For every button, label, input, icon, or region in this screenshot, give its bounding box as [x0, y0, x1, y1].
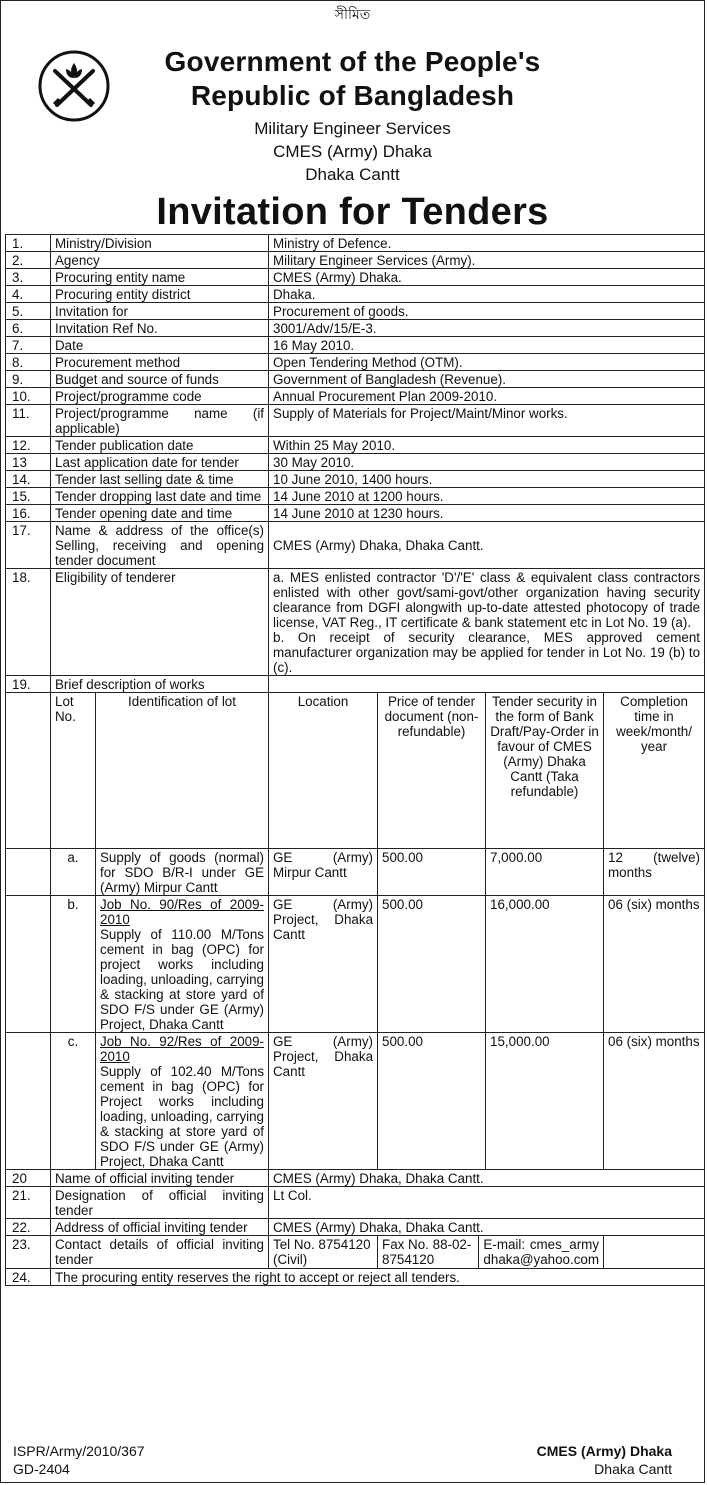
col-header-lot: Lot No.: [51, 693, 96, 849]
row-number: 1.: [6, 235, 51, 252]
row-label: Tender publication date: [51, 437, 269, 454]
footer-left: [13, 1442, 145, 1478]
office-line2: CMES (Army) Dhaka: [273, 142, 432, 161]
row-value: Supply of Materials for Project/Maint/Minor works.: [269, 405, 705, 437]
row-number: 12.: [6, 437, 51, 454]
lot-location: GE (Army) Project, Dhaka Cantt: [269, 896, 378, 1033]
gd-ref: GD-2404: [13, 1461, 70, 1477]
row-number: 21.: [6, 1187, 51, 1219]
contact-row: [6, 1236, 705, 1269]
table-row: [6, 320, 705, 337]
table-row: [6, 505, 705, 522]
row-value: CMES (Army) Dhaka, Dhaka Cantt.: [269, 1219, 705, 1236]
row-value: 14 June 2010 at 1200 hours.: [269, 488, 705, 505]
lot-description: Supply of 102.40 M/Tons cement in bag (OPC) for Project works including loading, unloading, carrying & stacking at store yard of SDO F/S under GE (Army) Project, Dhaka Cantt: [100, 1064, 265, 1169]
lot-price: 500.00: [378, 1033, 486, 1170]
row-label: Name of official inviting tender: [51, 1170, 269, 1187]
contact-email-label: E-mail:: [483, 1237, 526, 1252]
row-value: 10 June 2010, 1400 hours.: [269, 471, 705, 488]
contact-fax: Fax No. 88-02-8754120: [378, 1236, 479, 1268]
lot-row: [6, 849, 705, 896]
works-header-row: [6, 693, 705, 849]
row-number: 7.: [6, 337, 51, 354]
row-number: 24.: [6, 1269, 51, 1286]
table-row: [6, 1219, 705, 1236]
table-row: [6, 388, 705, 405]
row-number: 16.: [6, 505, 51, 522]
row-label: Brief description of works: [51, 676, 269, 693]
table-row: [6, 337, 705, 354]
row-label: Procurement method: [51, 354, 269, 371]
row-value: Military Engineer Services (Army).: [269, 252, 705, 269]
table-row: [6, 1269, 705, 1286]
table-row: [6, 303, 705, 320]
lot-security: 16,000.00: [486, 896, 604, 1033]
bengali-restricted-label: সীমিত: [334, 7, 371, 23]
row-value: CMES (Army) Dhaka.: [269, 269, 705, 286]
table-row: [6, 252, 705, 269]
row-label: Eligibility of tenderer: [51, 569, 269, 676]
row-number: 14.: [6, 471, 51, 488]
ispr-ref: ISPR/Army/2010/367: [13, 1443, 145, 1459]
lot-identification: [96, 1033, 269, 1170]
lot-description: Supply of 110.00 M/Tons cement in bag (OPC) for project works including loading, unloading, carrying & stacking at store yard of SDO F/S under GE (Army) Project, Dhaka Cantt: [100, 927, 265, 1032]
office-line3: Dhaka Cantt: [305, 165, 400, 184]
row-label: Tender dropping last date and time: [51, 488, 269, 505]
row-label: Project/programme code: [51, 388, 269, 405]
row-number: 6.: [6, 320, 51, 337]
row-label: Budget and source of funds: [51, 371, 269, 388]
notice-title: Invitation for Tenders: [156, 191, 549, 233]
table-row: [6, 405, 705, 437]
signatory-location: Dhaka Cantt: [594, 1461, 672, 1477]
lot-location: GE (Army) Project, Dhaka Cantt: [269, 1033, 378, 1170]
row-number: 4.: [6, 286, 51, 303]
lot-identification: [96, 849, 269, 896]
table-row: [6, 569, 705, 676]
col-header-identification: Identification of lot: [96, 693, 269, 849]
table-row: [6, 354, 705, 371]
lot-completion: 12 (twelve) months: [604, 849, 705, 896]
row-value: 3001/Adv/15/E-3.: [269, 320, 705, 337]
row-value: Annual Procurement Plan 2009-2010.: [269, 388, 705, 405]
gov-title-line2: Republic of Bangladesh: [190, 80, 515, 111]
eligibility-clause-a: a. MES enlisted contractor 'D'/'E' class & equivalent class contractors enlisted with other govt/sami-govt/other organization having security clearance from DGFI alongwith up-to-date attested photocopy of trade license, VAT Reg., IT certificate & bank statement etc in Lot No. 19 (a).: [273, 570, 701, 630]
row-label: Agency: [51, 252, 269, 269]
table-row: [6, 437, 705, 454]
row-number: 15.: [6, 488, 51, 505]
row-value: Within 25 May 2010.: [269, 437, 705, 454]
row-value: Lt Col.: [269, 1187, 705, 1219]
row-number: 13: [6, 454, 51, 471]
row-label: Procuring entity district: [51, 286, 269, 303]
table-row: [6, 454, 705, 471]
lot-security: 7,000.00: [486, 849, 604, 896]
eligibility-clause-b: b. On receipt of security clearance, MES approved cement manufacturer organization may be applied for tender in Lot No. 19 (b) to (c).: [273, 630, 701, 675]
contact-email-user: cmes_army: [529, 1237, 600, 1252]
reservation-statement: The procuring entity reserves the right to accept or reject all tenders.: [51, 1269, 705, 1286]
row-value: 14 June 2010 at 1230 hours.: [269, 505, 705, 522]
row-label: Designation of official inviting tender: [51, 1187, 269, 1219]
row-label: Address of official inviting tender: [51, 1219, 269, 1236]
row-number: 10.: [6, 388, 51, 405]
table-row: [6, 235, 705, 252]
table-row: [6, 1170, 705, 1187]
table-row: [6, 522, 705, 569]
col-header-completion: Completion time in week/month/ year: [604, 693, 705, 849]
row-number: 23.: [6, 1236, 51, 1269]
row-label: Tender last selling date & time: [51, 471, 269, 488]
lot-description: Supply of goods (normal) for SDO B/R-I under GE (Army) Mirpur Cantt: [100, 850, 265, 895]
row-value: 16 May 2010.: [269, 337, 705, 354]
lot-job-number: Job No. 92/Res of 2009-2010: [100, 1034, 265, 1064]
row-value: Open Tendering Method (OTM).: [269, 354, 705, 371]
office-line1: Military Engineer Services: [254, 119, 451, 138]
row-label: Name & address of the office(s) Selling, receiving and opening tender document: [51, 522, 269, 569]
row-number: 2.: [6, 252, 51, 269]
table-row: [6, 1187, 705, 1219]
row-number: 19.: [6, 676, 51, 693]
row-label: Invitation for: [51, 303, 269, 320]
lot-location: GE (Army) Mirpur Cantt: [269, 849, 378, 896]
row-number: 17.: [6, 522, 51, 569]
lot-completion: 06 (six) months: [604, 1033, 705, 1170]
gov-title-line1: Government of the People's: [164, 46, 541, 77]
row-label: Tender opening date and time: [51, 505, 269, 522]
lot-number: c.: [51, 1033, 96, 1170]
row-value: 30 May 2010.: [269, 454, 705, 471]
lot-price: 500.00: [378, 849, 486, 896]
col-header-location: Location: [269, 693, 378, 849]
row-label: Invitation Ref No.: [51, 320, 269, 337]
row-number: 8.: [6, 354, 51, 371]
lot-identification: [96, 896, 269, 1033]
lot-number: b.: [51, 896, 96, 1033]
table-row: [6, 286, 705, 303]
lot-row: [6, 1033, 705, 1170]
row-label: Procuring entity name: [51, 269, 269, 286]
row-value: [269, 569, 705, 676]
row-value: Government of Bangladesh (Revenue).: [269, 371, 705, 388]
row-number: 18.: [6, 569, 51, 676]
contact-tel: Tel No. 8754120 (Civil): [269, 1236, 378, 1269]
row-label: Project/programme name (if applicable): [51, 405, 269, 437]
row-value: Procurement of goods.: [269, 303, 705, 320]
lot-price: 500.00: [378, 896, 486, 1033]
table-row: [6, 371, 705, 388]
table-row: [6, 471, 705, 488]
row-value: CMES (Army) Dhaka, Dhaka Cantt.: [269, 1170, 705, 1187]
row-value: CMES (Army) Dhaka, Dhaka Cantt.: [269, 522, 705, 569]
col-header-security: Tender security in the form of Bank Draft/Pay-Order in favour of CMES (Army) Dhaka Cantt (Taka refundable): [486, 693, 604, 849]
lot-job-number: Job No. 90/Res of 2009-2010: [100, 897, 265, 927]
table-row: [6, 488, 705, 505]
lot-number: a.: [51, 849, 96, 896]
row-number: 5.: [6, 303, 51, 320]
col-header-price: Price of tender document (non-refundable): [378, 693, 486, 849]
table-row: [6, 676, 705, 693]
row-number: 9.: [6, 371, 51, 388]
row-number: 11.: [6, 405, 51, 437]
lot-row: [6, 896, 705, 1033]
row-value: Ministry of Defence.: [269, 235, 705, 252]
row-label: Date: [51, 337, 269, 354]
row-number: 22.: [6, 1219, 51, 1236]
signatory-office: CMES (Army) Dhaka: [536, 1443, 672, 1459]
contact-email-domain: dhaka@yahoo.com: [483, 1252, 600, 1267]
row-number: 20: [6, 1170, 51, 1187]
letterhead: [1, 45, 704, 186]
row-label: Contact details of official inviting tender: [51, 1236, 269, 1269]
table-row: [6, 269, 705, 286]
tender-details-table: [5, 234, 705, 1286]
footer-right: [537, 1442, 672, 1478]
row-value: Dhaka.: [269, 286, 705, 303]
lot-completion: 06 (six) months: [604, 896, 705, 1033]
row-label: Last application date for tender: [51, 454, 269, 471]
row-number: 3.: [6, 269, 51, 286]
lot-security: 15,000.00: [486, 1033, 604, 1170]
row-label: Ministry/Division: [51, 235, 269, 252]
